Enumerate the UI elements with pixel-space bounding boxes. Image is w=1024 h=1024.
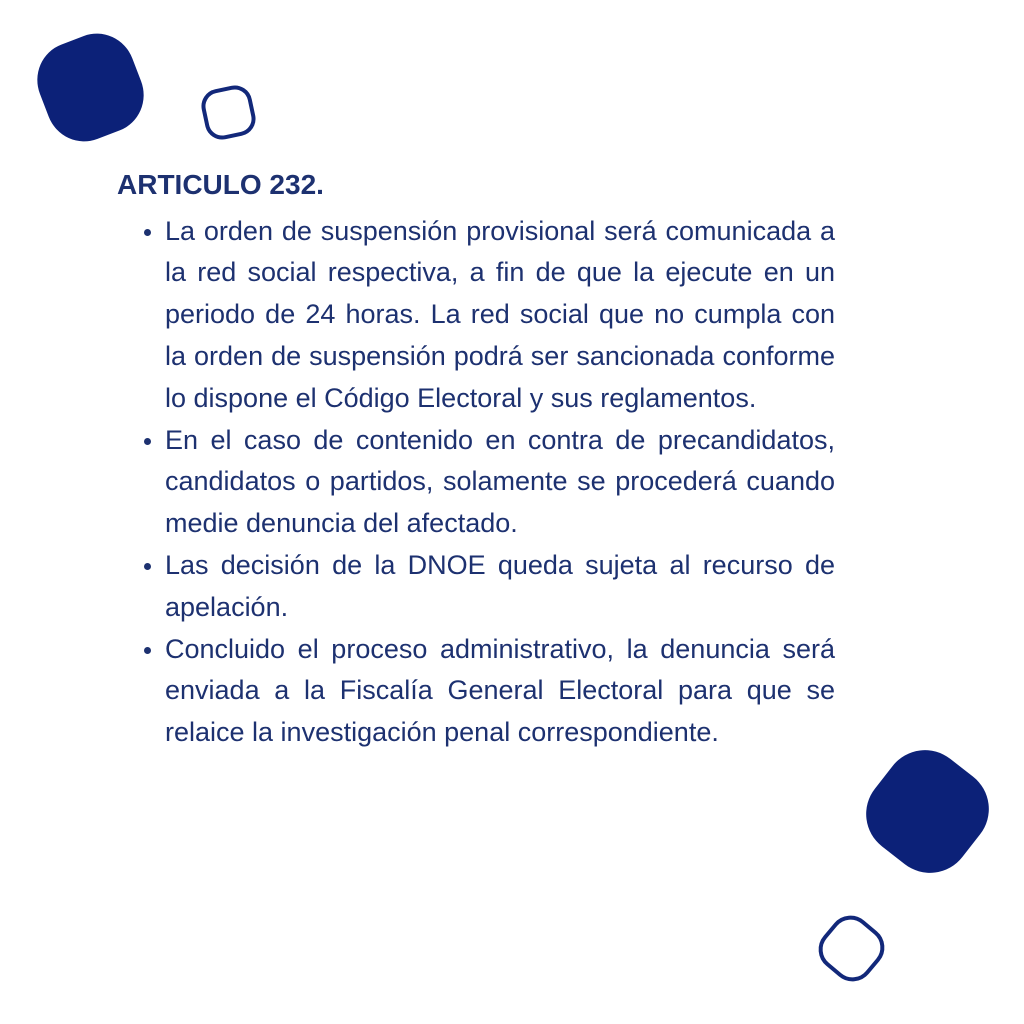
bullet-item-3: • Las decisión de la DNOE queda sujeta al recurso de apelación. [165,545,835,629]
bullet-item-4: • Concluido el proceso administrativo, la denuncia será enviada a la Fiscalía General Electoral para que se relaice la investigación penal correspondiente. [165,629,835,754]
decorative-squircle-outline-top-left [198,82,258,142]
article-content [117,168,835,754]
decorative-squircle-filled-bottom-right [850,734,1006,890]
decorative-squircle-filled-top-left [26,23,155,153]
decorative-squircle-outline-bottom-right [810,907,893,990]
bullet-list [117,211,835,754]
bullet-item-2: • En el caso de contenido en contra de precandidatos, candidatos o partidos, solamente se procederá cuando medie denuncia del afectado. [165,420,835,545]
article-title: ARTICULO 232. [117,169,324,200]
bullet-item-1: • La orden de suspensión provisional será comunicada a la red social respectiva, a fin de que la ejecute en un periodo de 24 horas. La red social que no cumpla con la orden de suspensión podrá ser sancionada conforme lo dispone el Código Electoral y sus reglamentos. [165,211,835,420]
